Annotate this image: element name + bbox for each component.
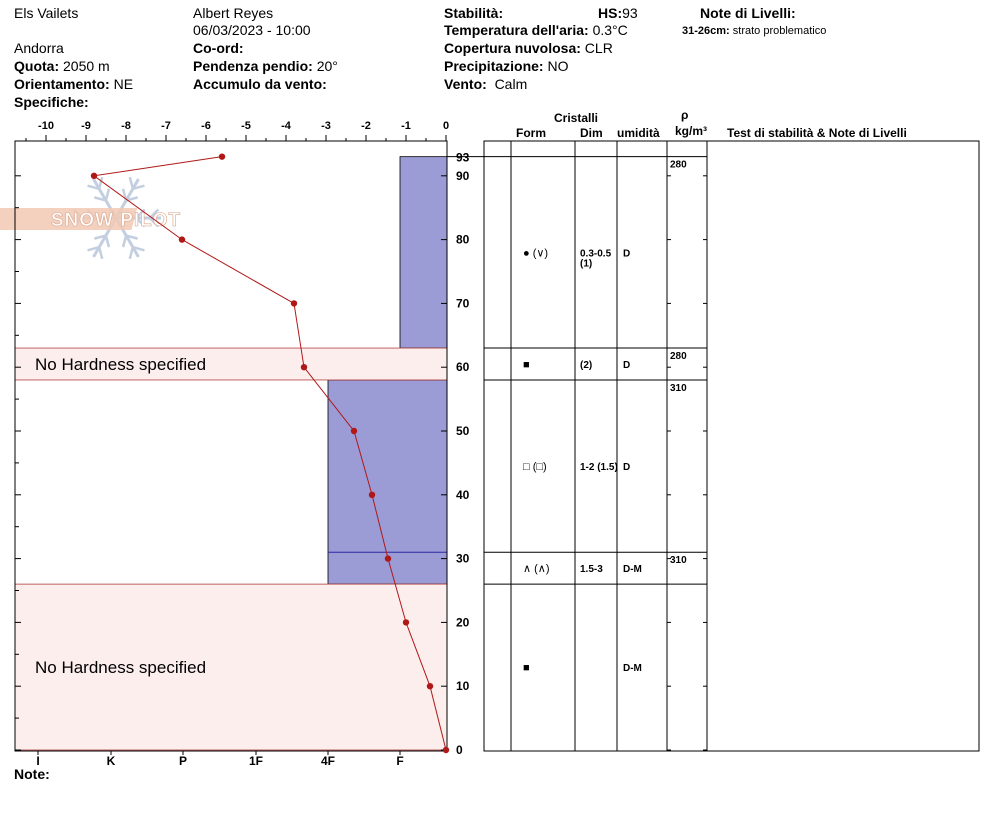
layer-grain-size: (2) [580,360,593,372]
hs-top-label: 93 [456,150,470,165]
temperature-point [385,555,391,561]
layer-moisture: D [623,248,631,260]
hs-value: 93 [622,5,638,21]
col-header-density-unit: kg/m³ [675,124,708,138]
height-tick-label: 60 [456,360,470,375]
temp-tick-label: -6 [201,120,211,132]
temperature-point [179,236,185,242]
temp-tick-label: -2 [361,120,371,132]
temp-tick-label: -8 [121,120,131,132]
location-name: Els Vailets [14,5,79,21]
temperature-point [369,492,375,498]
wind-label: Vento: [444,76,487,92]
layer-density: 280 [670,159,687,171]
precip-value: NO [547,58,569,74]
height-tick-label: 50 [456,424,470,438]
layer-density: 310 [670,555,687,567]
observer-name: Albert Reyes [193,5,274,21]
height-tick-label: 30 [456,551,470,566]
specifiche-label: Specifiche: [14,94,89,110]
coord-label: Co-ord: [193,40,244,56]
orientation-value: NE [113,76,134,92]
hardness-label: 1F [248,754,264,768]
temperature-point [443,747,449,753]
layer-grain-form: ● (∨) [523,247,549,260]
temp-tick-label: -7 [161,120,171,132]
hardness-label: P [178,754,188,768]
temp-tick-label: -10 [38,120,54,132]
hardness-label: I [36,754,40,768]
col-header-cristalli: Cristalli [554,111,599,125]
layer-grain-size: 0.3-0.5 [580,248,612,260]
watermark-flake-branch [99,177,102,189]
temp-tick-label: -9 [81,120,91,132]
stability-label: Stabilità: [444,5,504,21]
temperature-point [301,364,307,370]
slope-label: Pendenza pendio: [193,58,313,74]
layer-grain-size-avg: (1) [580,258,593,270]
col-header-dim: Dim [580,126,603,140]
table-frame [484,141,979,751]
temperature-point [427,683,433,689]
temperature-point [403,619,409,625]
quota-label: Quota: [14,58,60,74]
col-header-umidita: umidità [617,126,660,140]
layer-moisture: D [623,462,631,474]
watermark-flake-branch [130,177,133,189]
temperature-point [291,300,297,306]
temp-tick-label: 0 [442,120,450,132]
watermark-flake-branch [99,247,102,259]
hardness-label: K [106,754,116,768]
layer-note-range: 31-26cm: [682,25,730,37]
precip-label: Precipitazione: [444,58,544,74]
height-tick-label: 20 [456,615,470,630]
watermark-flake-branch [106,189,109,201]
height-tick-label: 0 [456,743,463,757]
layer-grain-form: ∧ (∧) [523,563,550,576]
layer-grain-form: □ (□) [523,461,547,474]
note-label: Note: [14,766,50,782]
watermark-flake-branch [123,236,126,248]
layer-moisture: D-M [623,663,642,675]
height-tick-label: 10 [456,679,470,694]
col-header-stability-notes: Test di stabilità & Note di Livelli [727,126,907,140]
layer-grain-size: 1-2 (1.5) [580,462,618,474]
hardness-bar [328,380,447,584]
quota-value: 2050 m [63,58,110,74]
watermark-flake-branch [130,247,133,259]
hardness-label: 4F [320,754,336,768]
temp-tick-label: -3 [321,120,331,132]
layer-moisture: D-M [623,564,642,576]
hardness-label: F [396,754,404,768]
layer-density: 280 [670,351,687,363]
wind-value: Calm [494,76,528,92]
temperature-point [219,153,225,159]
snowpilot-watermark [0,177,181,259]
watermark-flake-branch [106,236,109,248]
layer-moisture: D [623,360,631,372]
temp-tick-label: -5 [241,120,251,132]
wind-load-label: Accumulo da vento: [193,76,327,92]
height-tick-label: 70 [456,296,470,311]
hardness-bar [400,157,447,348]
layer-note-text: strato problematico [732,25,827,37]
orientation-label: Orientamento: [14,76,110,92]
temp-tick-label: -4 [281,120,291,132]
height-tick-label: 40 [456,487,470,502]
layer-grain-form: ■ [523,662,530,675]
layer-notes-label: Note di Livelli: [700,5,796,21]
datetime: 06/03/2023 - 10:00 [193,22,311,38]
slope-value: 20° [316,58,338,74]
air-temp-value: 0.3°C [592,22,628,38]
region-name: Andorra [14,40,64,56]
no-hardness-label: No Hardness specified [35,658,207,678]
layer-grain-form: ■ [523,359,530,372]
cloud-value: CLR [584,40,613,56]
temperature-point [91,173,97,179]
temp-tick-label: -1 [401,120,411,132]
col-header-rho: ρ [681,108,689,122]
col-header-form: Form [516,126,546,140]
height-tick-label: 90 [456,168,470,183]
cloud-label: Copertura nuvolosa: [444,40,581,56]
height-tick-label: 80 [456,232,470,247]
hs-label: HS: [598,5,623,21]
no-hardness-label: No Hardness specified [35,355,207,375]
temperature-point [351,428,357,434]
layer-grain-size: 1.5-3 [580,564,603,576]
layer-density: 310 [670,382,687,394]
watermark-text: SNOW PILOT [50,210,182,231]
air-temp-label: Temperatura dell'aria: [444,22,589,38]
